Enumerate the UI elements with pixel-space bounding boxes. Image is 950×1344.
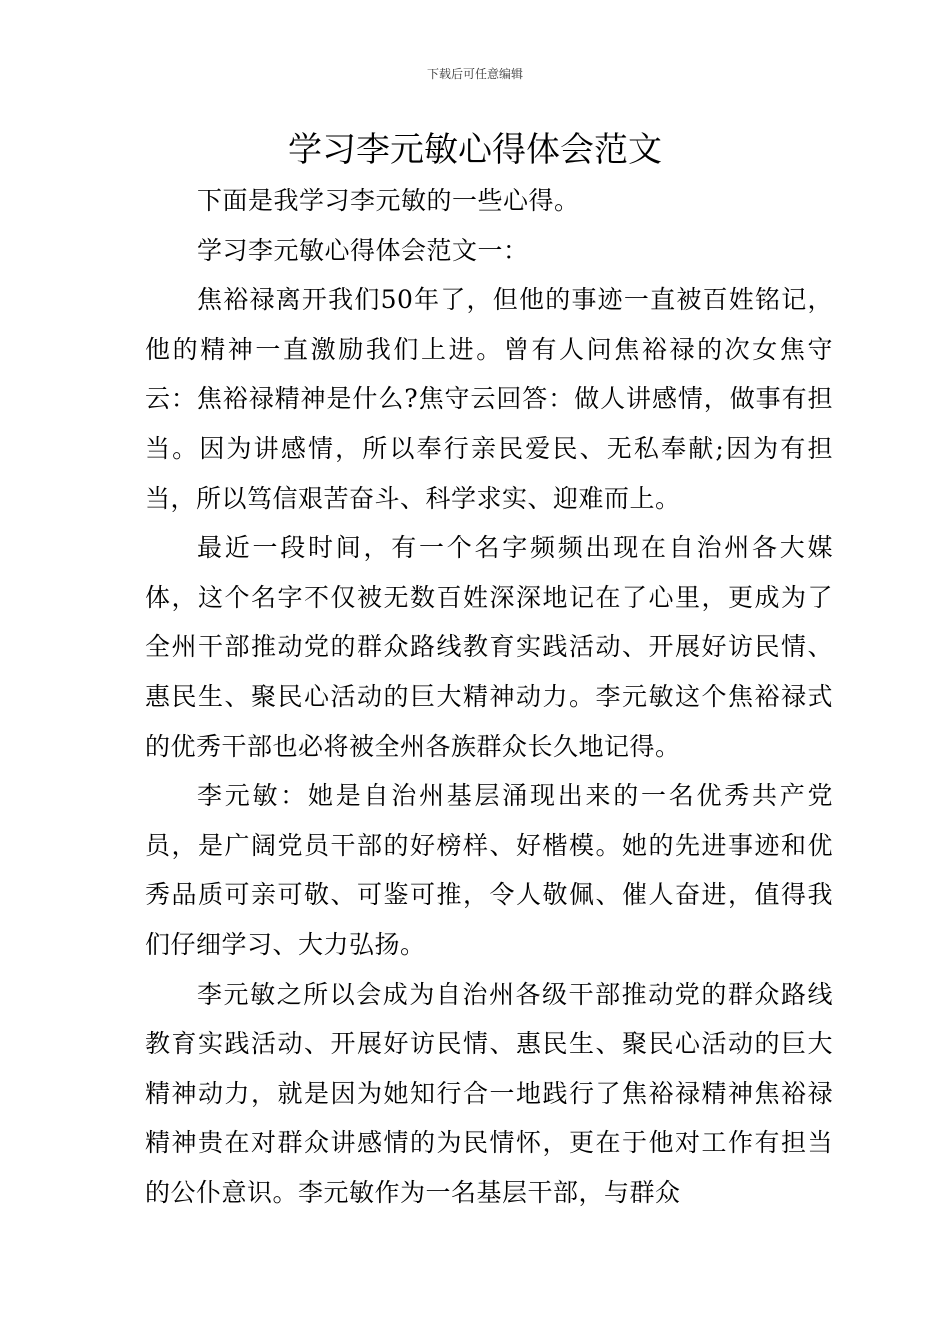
paragraph-section-heading: 学习李元敏心得体会范文一：	[197, 235, 529, 265]
document-title: 学习李元敏心得体会范文	[288, 130, 662, 170]
paragraph-li-yuanmin: 李元敏：她是自治州基层涌现出来的一名优秀共产党员，是广阔党员干部的好榜样、好楷模。她的先进事迹和优秀品质可亲可敬、可鉴可推，令人敬佩、催人奋进，值得我们仔细学习、大力弘扬。	[145, 781, 833, 959]
paragraph-jiao-yulu: 焦裕禄离开我们50年了，但他的事迹一直被百姓铭记，他的精神一直激励我们上进。曾有人问焦裕禄的次女焦守云：焦裕禄精神是什么?焦守云回答：做人讲感情，做事有担当。因为讲感情，所以奉行亲民爱民、无私奉献;因为有担当，所以笃信艰苦奋斗、科学求实、迎难而上。	[145, 285, 833, 513]
paragraph-recent-media: 最近一段时间，有一个名字频频出现在自治州各大媒体，这个名字不仅被无数百姓深深地记在了心里，更成为了全州干部推动党的群众路线教育实践活动、开展好访民情、惠民生、聚民心活动的巨大精神动力。李元敏这个焦裕禄式的优秀干部也必将被全州各族群众长久地记得。	[145, 533, 833, 761]
paragraph-reason: 李元敏之所以会成为自治州各级干部推动党的群众路线教育实践活动、开展好访民情、惠民生、聚民心活动的巨大精神动力，就是因为她知行合一地践行了焦裕禄精神焦裕禄精神贵在对群众讲感情的为民情怀，更在于他对工作有担当的公仆意识。李元敏作为一名基层干部，与群众	[145, 979, 833, 1207]
document-body	[145, 176, 833, 1217]
header-note: 下载后可任意编辑	[426, 67, 523, 81]
paragraph-intro: 下面是我学习李元敏的一些心得。	[197, 186, 580, 215]
